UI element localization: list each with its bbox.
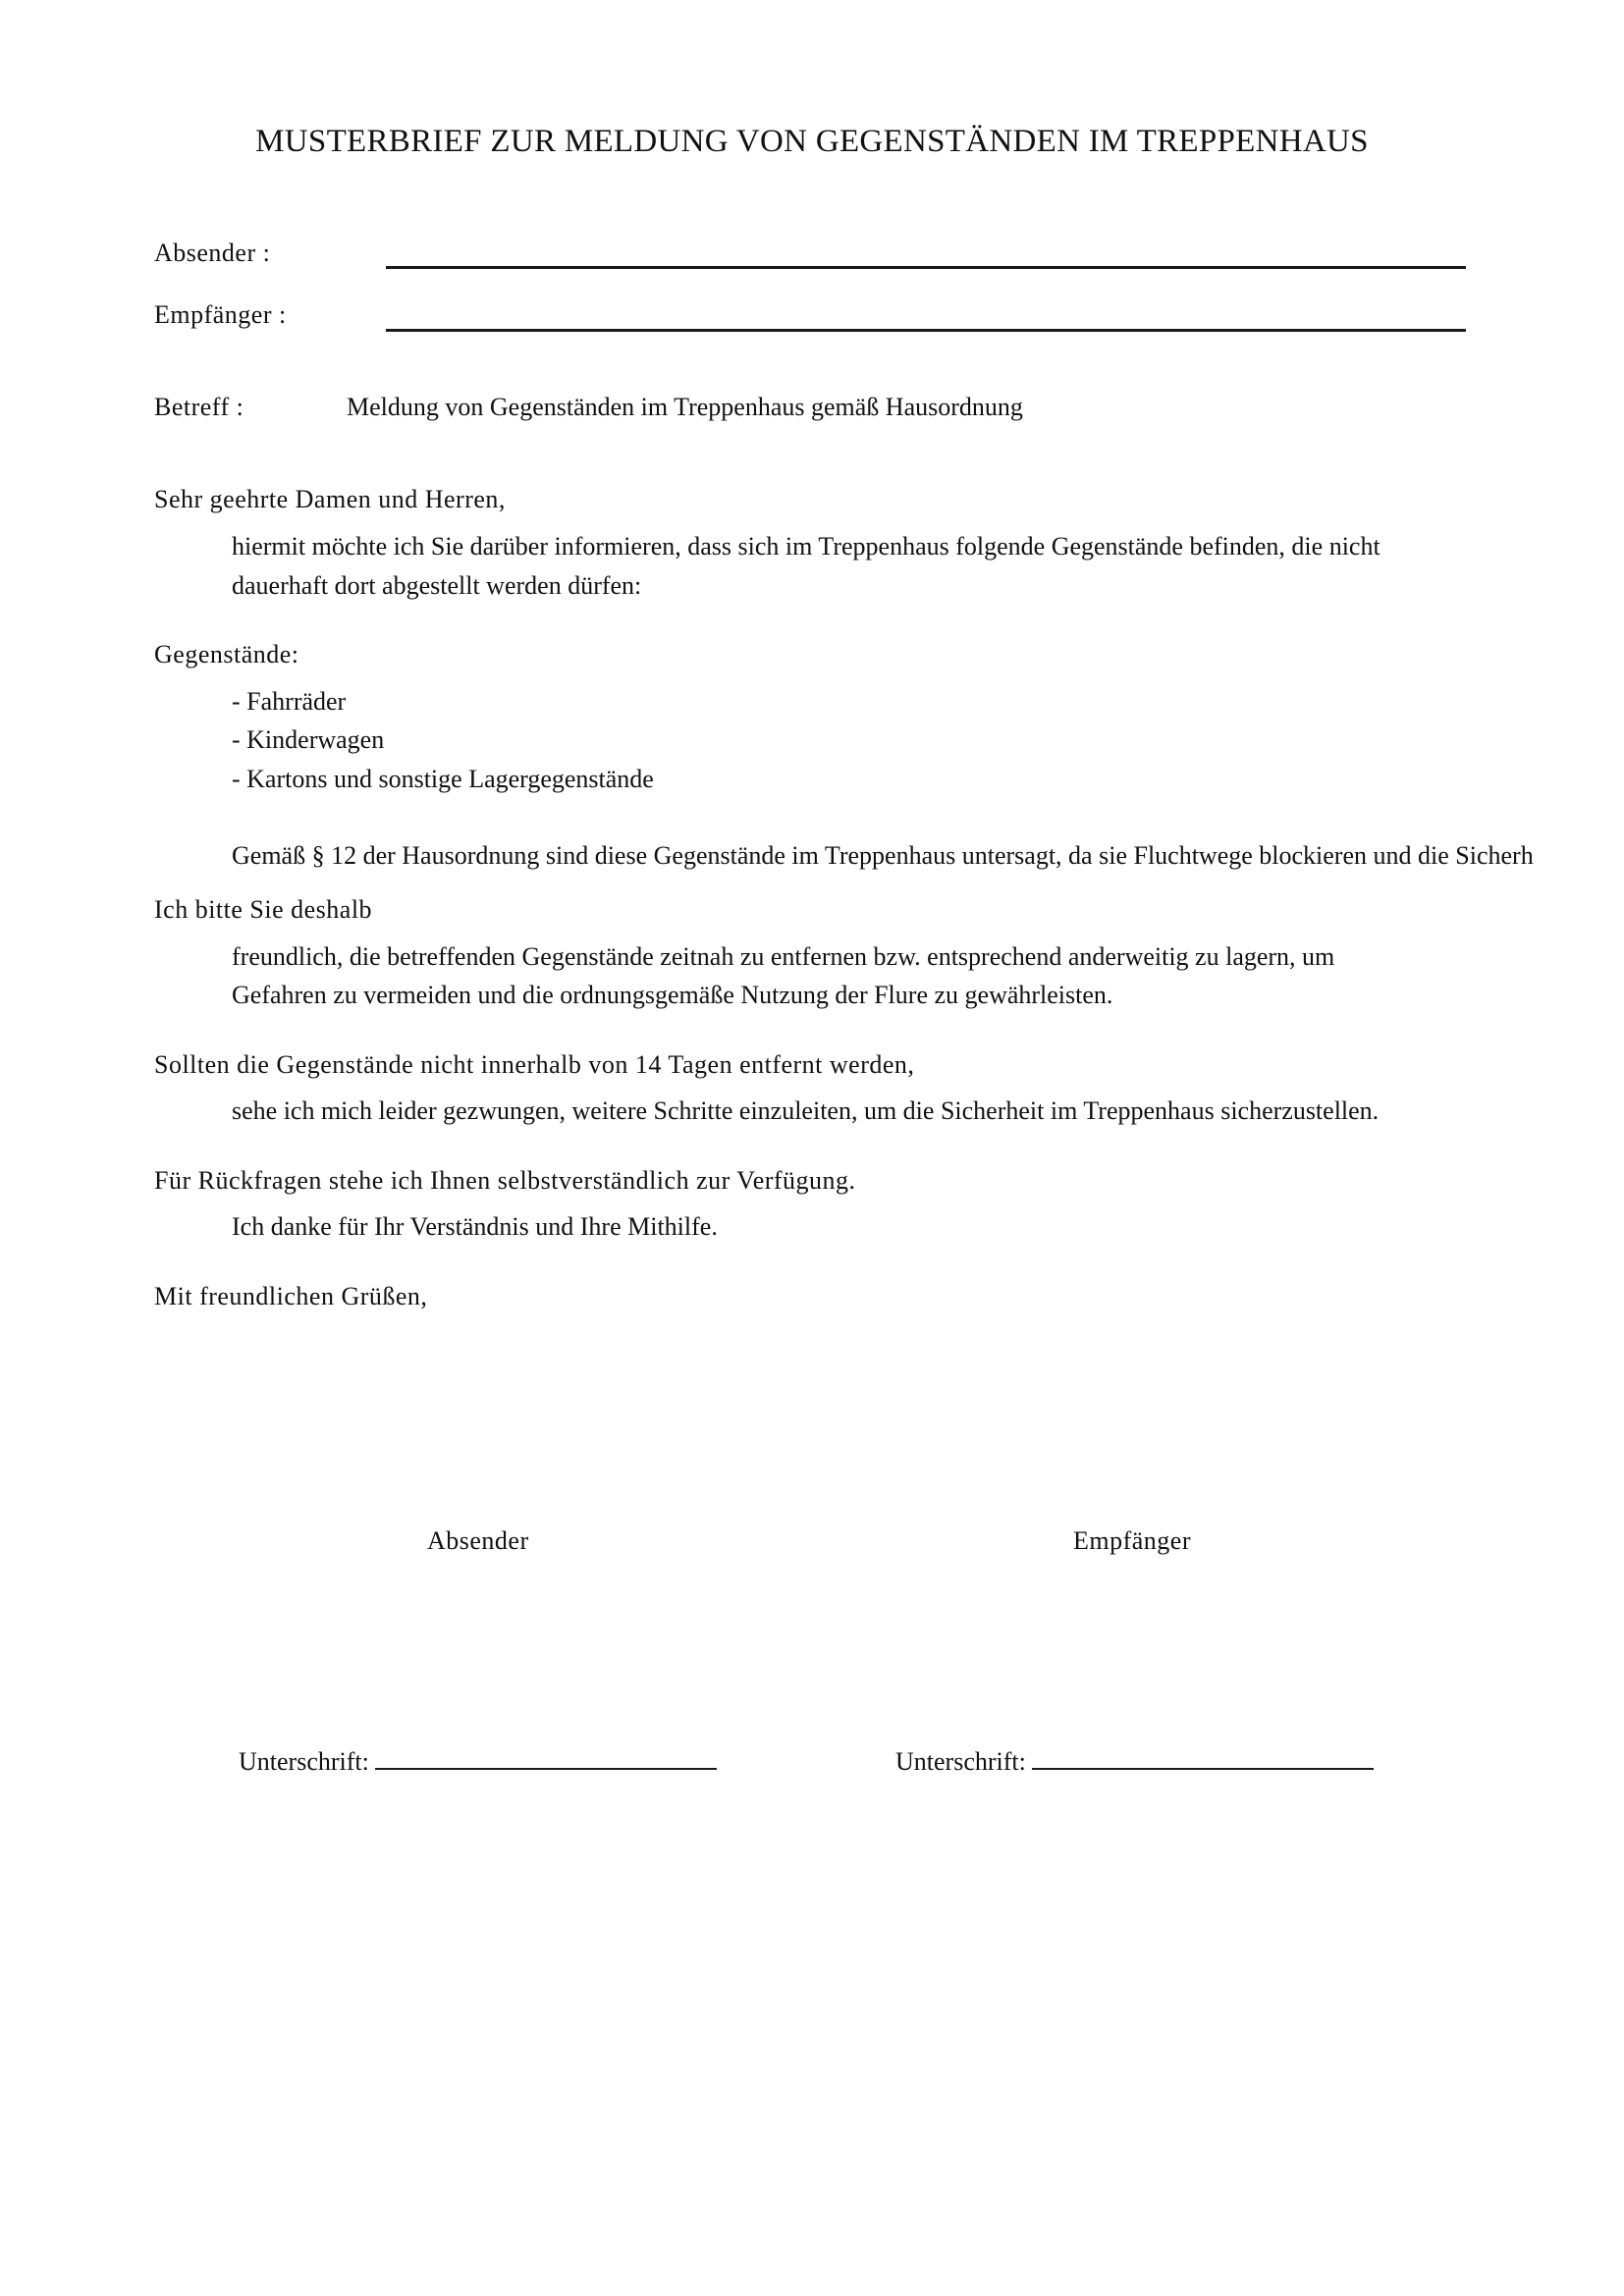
questions-label: Für Rückfragen stehe ich Ihnen selbstverständlich zur Verfügung.: [154, 1166, 856, 1195]
signature-label: Unterschrift:: [239, 1747, 369, 1776]
recipient-label: Empfänger :: [154, 300, 287, 329]
recipient-signature-line[interactable]: [1032, 1744, 1374, 1770]
subject-label: Betreff :: [154, 393, 244, 421]
signature-block-sender: [239, 1744, 717, 1777]
signature-heading-recipient: Empfänger: [1073, 1526, 1192, 1555]
subject-text: Meldung von Gegenständen im Treppenhaus gemäß Hausordnung: [347, 393, 1023, 421]
salutation: Sehr geehrte Damen und Herren,: [154, 485, 506, 513]
signature-heading-sender: Absender: [427, 1526, 529, 1555]
deadline-line: sehe ich mich leider gezwungen, weitere Schritte einzuleiten, um die Sicherheit im Treppenhaus sicherzustellen.: [232, 1096, 1380, 1125]
request-label: Ich bitte Sie deshalb: [154, 895, 373, 924]
thanks-line: Ich danke für Ihr Verständnis und Ihre Mithilfe.: [232, 1212, 718, 1241]
document-title: MUSTERBRIEF ZUR MELDUNG VON GEGENSTÄNDEN IM TREPPENHAUS: [255, 124, 1369, 159]
request-line-1: freundlich, die betreffenden Gegenstände zeitnah zu entfernen bzw. entsprechend anderweitig zu lagern, um: [232, 942, 1335, 971]
intro-line-2: dauerhaft dort abgestellt werden dürfen:: [232, 571, 642, 600]
items-label: Gegenstände:: [154, 640, 299, 668]
deadline-label: Sollten die Gegenstände nicht innerhalb von 14 Tagen entfernt werden,: [154, 1050, 915, 1079]
signature-label: Unterschrift:: [895, 1747, 1026, 1776]
recipient-field-line[interactable]: [386, 329, 1466, 332]
house-rule-text: Gemäß § 12 der Hausordnung sind diese Gegenstände im Treppenhaus untersagt, da sie Fluchtwege blockieren und die Sicherh: [232, 841, 1534, 870]
intro-line-1: hiermit möchte ich Sie darüber informieren, dass sich im Treppenhaus folgende Gegenstände befinden, die nicht: [232, 532, 1380, 561]
sender-label: Absender :: [154, 239, 271, 267]
sender-field-line[interactable]: [386, 266, 1466, 269]
signature-block-recipient: [895, 1744, 1374, 1777]
closing: Mit freundlichen Grüßen,: [154, 1282, 428, 1310]
request-line-2: Gefahren zu vermeiden und die ordnungsgemäße Nutzung der Flure zu gewährleisten.: [232, 981, 1113, 1009]
list-item: - Fahrräder: [232, 687, 347, 716]
list-item: - Kinderwagen: [232, 725, 385, 754]
sender-signature-line[interactable]: [375, 1744, 717, 1770]
list-item: - Kartons und sonstige Lagergegenstände: [232, 765, 654, 793]
